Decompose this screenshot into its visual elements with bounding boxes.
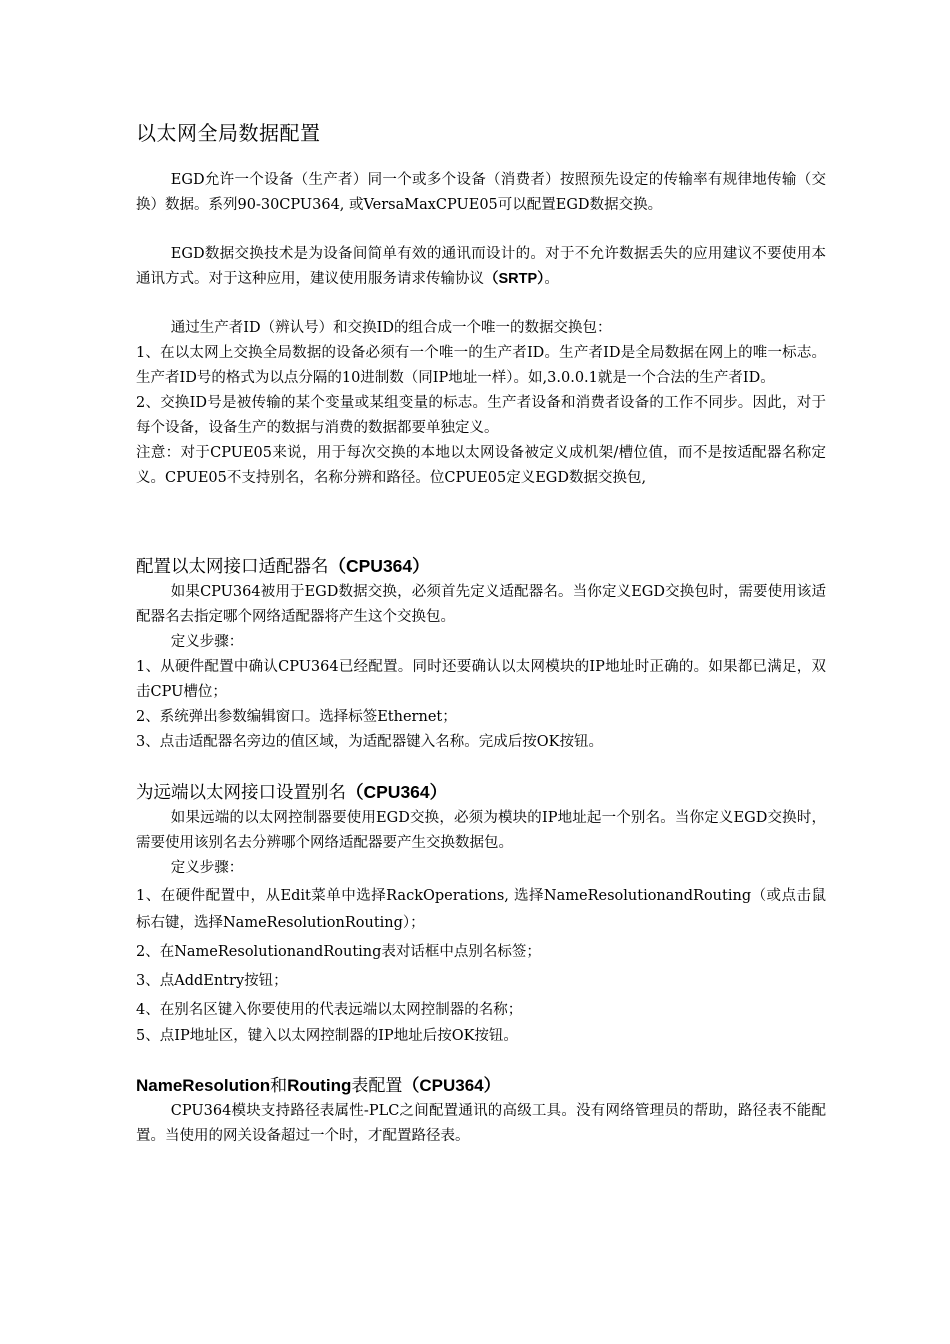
section-2-step-2: 2、在NameResolutionandRouting表对话框中点别名标签；: [136, 944, 541, 960]
intro-paragraph-2-end: 。: [544, 271, 559, 287]
section-2-steps-label: 定义步骤：: [170, 860, 244, 876]
page-title: 以太网全局数据配置: [136, 121, 321, 145]
list-item-1: 1、在以太网上交换全局数据的设备必须有一个唯一的生产者ID。生产者ID是全局数据在网上的唯一标志。生产者ID号的格式为以点分隔的10进制数（同IP地址一样）。如,3.0.0.1就是一个合法的生产者ID。: [136, 345, 826, 386]
section-3-heading-bold-1: NameResolution: [136, 1076, 271, 1095]
section-1-heading-bold: （CPU364）: [328, 556, 430, 576]
section-2-paragraph: 如果远端的以太网控制器要使用EGD交换，必须为模块的IP地址起一个别名。当你定义EGD交换时，需要使用该别名去分辨哪个网络适配器要产生交换数据包。: [136, 810, 826, 851]
section-1-paragraph: 如果CPU364被用于EGD数据交换，必须首先定义适配器名。当你定义EGD交换包时，需要使用该适配器名去指定哪个网络适配器将产生这个交换包。: [136, 584, 826, 625]
section-3-heading: [136, 1073, 826, 1099]
section-1-step-2: 2、系统弹出参数编辑窗口。选择标签Ethernet；: [136, 709, 457, 725]
section-1-heading-text: 配置以太网接口适配器名: [136, 557, 329, 577]
srtp-bold: （SRTP）: [484, 271, 545, 287]
section-2-step-5: 5、点IP地址区，键入以太网控制器的IP地址后按OK按钮。: [136, 1028, 518, 1044]
spacer: [136, 218, 826, 242]
section-3-paragraph: CPU364模块支持路径表属性-PLC之间配置通讯的高级工具。没有网络管理员的帮助，路径表不能配置。当使用的网关设备超过一个时，才配置路径表。: [136, 1103, 826, 1144]
section-2-heading-text: 为远端以太网接口设置别名: [136, 783, 346, 803]
section-1-steps-label: 定义步骤：: [170, 634, 244, 650]
section-3-heading-text-2: 表配置: [351, 1076, 403, 1096]
spacer: [136, 1049, 826, 1073]
section-2-step-1: 1、在硬件配置中，从Edit菜单中选择RackOperations, 选择NameResolutionandRouting（或点击鼠标右键，选择NameResolutionRouting）；: [136, 888, 826, 931]
section-3-heading-bold-3: （CPU364）: [402, 1076, 501, 1095]
list-item-2: 2、交换ID号是被传输的某个变量或某组变量的标志。生产者设备和消费者设备的工作不同步。因此，对于每个设备，设备生产的数据与消费的数据都要单独定义。: [136, 395, 826, 436]
section-3-heading-text-1: 和: [270, 1076, 288, 1096]
spacer: [136, 755, 826, 779]
intro-paragraph-3: 通过生产者ID（辨认号）和交换ID的组合成一个唯一的数据交换包：: [170, 320, 612, 336]
section-2-heading-bold: （CPU364）: [346, 782, 448, 802]
section-3-heading-bold-2: Routing: [287, 1076, 352, 1095]
document-page: [136, 118, 826, 1149]
intro-paragraph-2: [136, 242, 826, 292]
section-1-step-3: 3、点击适配器名旁边的值区域，为适配器键入名称。完成后按OK按钮。: [136, 734, 603, 750]
note-paragraph: 注意：对于CPUE05来说，用于每次交换的本地以太网设备被定义成机架/槽位值，而不是按适配器名称定义。CPUE05不支持别名，名称分辨和路径。位CPUE05定义EGD数据交换包,: [136, 445, 826, 486]
section-1-heading: [136, 553, 826, 580]
section-2-step-4: 4、在别名区键入你要使用的代表远端以太网控制器的名称；: [136, 1002, 523, 1018]
section-2-heading: [136, 779, 826, 806]
spacer: [136, 491, 826, 553]
intro-paragraph-1: EGD允许一个设备（生产者）同一个或多个设备（消费者）按照预先设定的传输率有规律地传输（交换）数据。系列90-30CPU364, 或VersaMaxCPUE05可以配置EGD数据交换。: [136, 172, 826, 213]
intro-paragraph-2-text: EGD数据交换技术是为设备间简单有效的通讯而设计的。对于不允许数据丢失的应用建议不要使用本通讯方式。对于这种应用，建议使用服务请求传输协议: [136, 246, 826, 287]
spacer: [136, 292, 826, 316]
section-1-step-1: 1、从硬件配置中确认CPU364已经配置。同时还要确认以太网模块的IP地址时正确的。如果都已满足，双击CPU槽位；: [136, 659, 826, 700]
section-2-step-3: 3、点AddEntry按钮；: [136, 973, 288, 989]
